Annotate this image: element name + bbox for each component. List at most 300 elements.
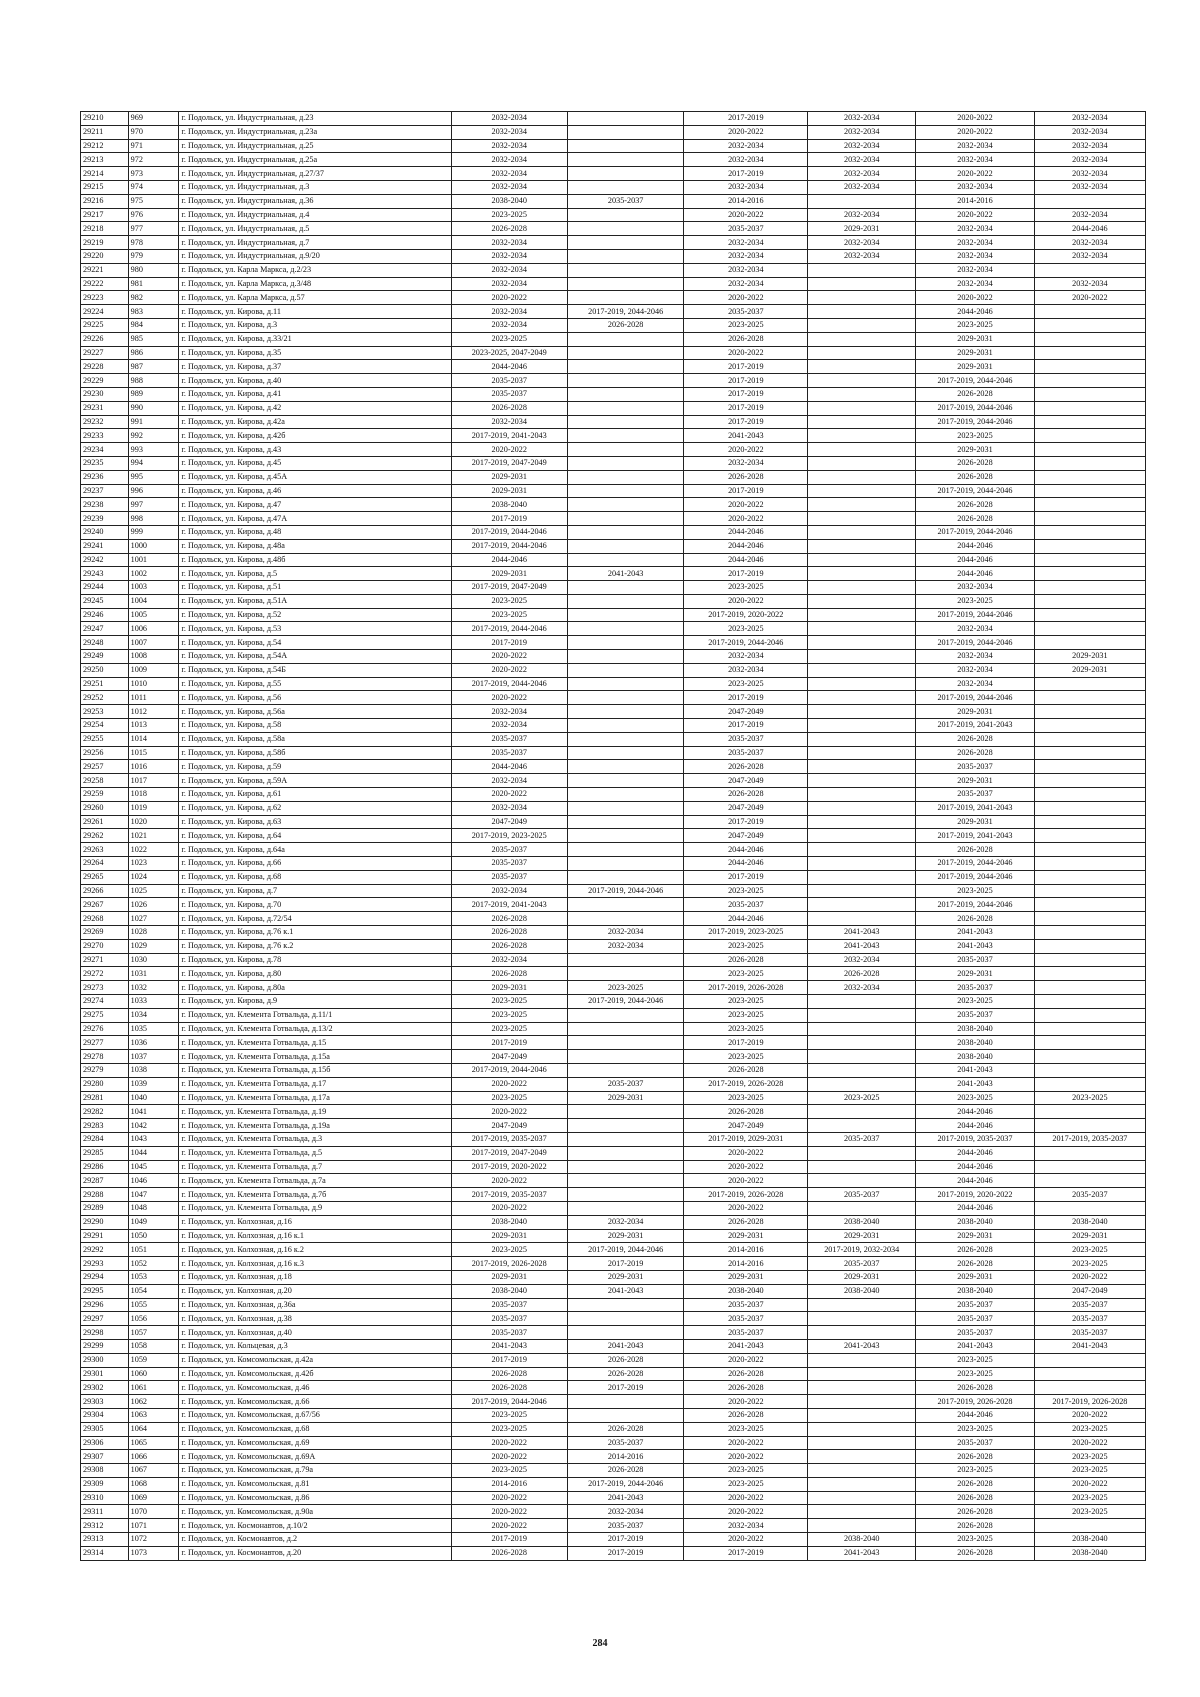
table-row bbox=[81, 1229, 1146, 1243]
period-cell bbox=[567, 484, 683, 498]
period-cell bbox=[567, 1160, 683, 1174]
row-number-cell: 29281 bbox=[81, 1091, 129, 1105]
period-cell bbox=[567, 387, 683, 401]
period-cell: 2017-2019, 2044-2046 bbox=[451, 1063, 567, 1077]
period-cell: 2032-2034 bbox=[916, 222, 1035, 236]
row-number-cell: 29238 bbox=[81, 498, 129, 512]
period-cell bbox=[1034, 512, 1145, 526]
period-cell: 2020-2022 bbox=[451, 650, 567, 664]
address-cell: г. Подольск, ул. Клемента Готвальда, д.17а bbox=[179, 1091, 451, 1105]
period-cell: 2017-2019 bbox=[684, 112, 808, 126]
period-cell: 2038-2040 bbox=[1034, 1533, 1145, 1547]
period-cell bbox=[567, 222, 683, 236]
period-cell bbox=[1034, 539, 1145, 553]
table-row bbox=[81, 360, 1146, 374]
period-cell bbox=[567, 401, 683, 415]
address-cell: г. Подольск, ул. Индустриальная, д.27/37 bbox=[179, 167, 451, 181]
period-cell: 2032-2034 bbox=[808, 139, 916, 153]
table-row bbox=[81, 153, 1146, 167]
row-number-cell: 29232 bbox=[81, 415, 129, 429]
period-cell bbox=[567, 470, 683, 484]
period-cell: 2020-2022 bbox=[684, 1146, 808, 1160]
period-cell: 2032-2034 bbox=[916, 153, 1035, 167]
period-cell: 2026-2028 bbox=[567, 1422, 683, 1436]
period-cell: 2017-2019 bbox=[567, 1533, 683, 1547]
address-cell: г. Подольск, ул. Кирова, д.64 bbox=[179, 829, 451, 843]
period-cell bbox=[808, 1505, 916, 1519]
period-cell: 2017-2019, 2044-2046 bbox=[567, 995, 683, 1009]
table-row bbox=[81, 1436, 1146, 1450]
period-cell bbox=[567, 553, 683, 567]
item-number-cell: 969 bbox=[128, 112, 179, 126]
period-cell: 2029-2031 bbox=[1034, 650, 1145, 664]
period-cell: 2032-2034 bbox=[451, 415, 567, 429]
period-cell: 2023-2025 bbox=[1034, 1464, 1145, 1478]
period-cell: 2044-2046 bbox=[451, 360, 567, 374]
row-number-cell: 29291 bbox=[81, 1229, 129, 1243]
item-number-cell: 1059 bbox=[128, 1353, 179, 1367]
row-number-cell: 29240 bbox=[81, 525, 129, 539]
item-number-cell: 1010 bbox=[128, 677, 179, 691]
period-cell: 2020-2022 bbox=[684, 1395, 808, 1409]
period-cell bbox=[567, 360, 683, 374]
period-cell: 2026-2028 bbox=[684, 1105, 808, 1119]
period-cell: 2020-2022 bbox=[684, 594, 808, 608]
period-cell: 2029-2031 bbox=[808, 1270, 916, 1284]
row-number-cell: 29233 bbox=[81, 429, 129, 443]
row-number-cell: 29293 bbox=[81, 1257, 129, 1271]
period-cell bbox=[808, 705, 916, 719]
period-cell: 2017-2019, 2044-2046 bbox=[567, 305, 683, 319]
period-cell bbox=[567, 1119, 683, 1133]
period-cell bbox=[808, 1050, 916, 1064]
period-cell: 2029-2031 bbox=[916, 705, 1035, 719]
row-number-cell: 29270 bbox=[81, 939, 129, 953]
address-cell: г. Подольск, ул. Индустриальная, д.5 bbox=[179, 222, 451, 236]
period-cell bbox=[567, 1036, 683, 1050]
period-cell bbox=[567, 374, 683, 388]
address-cell: г. Подольск, ул. Кирова, д.9 bbox=[179, 995, 451, 1009]
address-cell: г. Подольск, ул. Индустриальная, д.9/20 bbox=[179, 249, 451, 263]
table-row bbox=[81, 829, 1146, 843]
table-row bbox=[81, 249, 1146, 263]
period-cell: 2017-2019, 2026-2028 bbox=[684, 1077, 808, 1091]
period-cell bbox=[1034, 567, 1145, 581]
table-row bbox=[81, 1395, 1146, 1409]
row-number-cell: 29218 bbox=[81, 222, 129, 236]
period-cell bbox=[1034, 691, 1145, 705]
table-row bbox=[81, 939, 1146, 953]
table-row bbox=[81, 456, 1146, 470]
row-number-cell: 29288 bbox=[81, 1188, 129, 1202]
period-cell: 2023-2025 bbox=[808, 1091, 916, 1105]
period-cell: 2026-2028 bbox=[916, 1257, 1035, 1271]
period-cell: 2032-2034 bbox=[916, 650, 1035, 664]
row-number-cell: 29263 bbox=[81, 843, 129, 857]
period-cell bbox=[1034, 484, 1145, 498]
period-cell: 2023-2025, 2047-2049 bbox=[451, 346, 567, 360]
period-cell: 2044-2046 bbox=[684, 539, 808, 553]
table-row bbox=[81, 291, 1146, 305]
period-cell: 2032-2034 bbox=[1034, 112, 1145, 126]
table-row bbox=[81, 318, 1146, 332]
period-cell: 2020-2022 bbox=[916, 208, 1035, 222]
row-number-cell: 29272 bbox=[81, 967, 129, 981]
address-cell: г. Подольск, ул. Клемента Готвальда, д.13/2 bbox=[179, 1022, 451, 1036]
period-cell bbox=[567, 691, 683, 705]
period-cell: 2044-2046 bbox=[684, 912, 808, 926]
period-cell bbox=[1034, 1353, 1145, 1367]
period-cell: 2038-2040 bbox=[684, 1284, 808, 1298]
period-cell bbox=[567, 1188, 683, 1202]
period-cell bbox=[567, 1201, 683, 1215]
address-cell: г. Подольск, ул. Кирова, д.52 bbox=[179, 608, 451, 622]
table-row bbox=[81, 746, 1146, 760]
period-cell: 2023-2025 bbox=[684, 939, 808, 953]
period-cell: 2044-2046 bbox=[451, 553, 567, 567]
item-number-cell: 1025 bbox=[128, 884, 179, 898]
period-cell bbox=[1034, 857, 1145, 871]
period-cell: 2035-2037 bbox=[684, 1312, 808, 1326]
period-cell: 2017-2019 bbox=[684, 374, 808, 388]
row-number-cell: 29248 bbox=[81, 636, 129, 650]
period-cell: 2017-2019 bbox=[451, 1533, 567, 1547]
period-cell: 2047-2049 bbox=[684, 705, 808, 719]
period-cell: 2014-2016 bbox=[567, 1450, 683, 1464]
table-row bbox=[81, 1533, 1146, 1547]
item-number-cell: 1043 bbox=[128, 1132, 179, 1146]
period-cell: 2041-2043 bbox=[916, 939, 1035, 953]
period-cell: 2038-2040 bbox=[916, 1215, 1035, 1229]
item-number-cell: 1066 bbox=[128, 1450, 179, 1464]
period-cell bbox=[567, 277, 683, 291]
period-cell: 2017-2019, 2044-2046 bbox=[916, 608, 1035, 622]
table-row bbox=[81, 1036, 1146, 1050]
address-cell: г. Подольск, ул. Космонавтов, д.10/2 bbox=[179, 1519, 451, 1533]
item-number-cell: 1058 bbox=[128, 1339, 179, 1353]
period-cell bbox=[808, 525, 916, 539]
period-cell: 2044-2046 bbox=[916, 1174, 1035, 1188]
row-number-cell: 29212 bbox=[81, 139, 129, 153]
period-cell bbox=[567, 870, 683, 884]
row-number-cell: 29217 bbox=[81, 208, 129, 222]
item-number-cell: 991 bbox=[128, 415, 179, 429]
period-cell: 2032-2034 bbox=[684, 139, 808, 153]
period-cell bbox=[808, 1312, 916, 1326]
table-row bbox=[81, 663, 1146, 677]
period-cell: 2026-2028 bbox=[916, 470, 1035, 484]
item-number-cell: 1016 bbox=[128, 760, 179, 774]
period-cell bbox=[567, 581, 683, 595]
period-cell: 2020-2022 bbox=[916, 291, 1035, 305]
item-number-cell: 973 bbox=[128, 167, 179, 181]
address-cell: г. Подольск, ул. Кирова, д.70 bbox=[179, 898, 451, 912]
period-cell bbox=[1034, 401, 1145, 415]
address-cell: г. Подольск, ул. Колхозная, д.36а bbox=[179, 1298, 451, 1312]
period-cell: 2020-2022 bbox=[684, 1160, 808, 1174]
period-cell bbox=[567, 1105, 683, 1119]
period-cell: 2017-2019 bbox=[684, 870, 808, 884]
row-number-cell: 29301 bbox=[81, 1367, 129, 1381]
address-cell: г. Подольск, ул. Кирова, д.42а bbox=[179, 415, 451, 429]
row-number-cell: 29234 bbox=[81, 443, 129, 457]
period-cell: 2044-2046 bbox=[916, 305, 1035, 319]
period-cell bbox=[1034, 981, 1145, 995]
period-cell: 2041-2043 bbox=[567, 1284, 683, 1298]
table-row bbox=[81, 898, 1146, 912]
item-number-cell: 1002 bbox=[128, 567, 179, 581]
period-cell bbox=[567, 539, 683, 553]
address-cell: г. Подольск, ул. Кирова, д.37 bbox=[179, 360, 451, 374]
period-cell: 2041-2043 bbox=[684, 1339, 808, 1353]
period-cell: 2017-2019 bbox=[451, 1353, 567, 1367]
period-cell bbox=[567, 815, 683, 829]
period-cell: 2023-2025 bbox=[916, 884, 1035, 898]
period-cell: 2032-2034 bbox=[808, 249, 916, 263]
period-cell bbox=[1034, 1063, 1145, 1077]
table-row bbox=[81, 1422, 1146, 1436]
row-number-cell: 29266 bbox=[81, 884, 129, 898]
period-cell bbox=[567, 1174, 683, 1188]
period-cell: 2041-2043 bbox=[567, 1491, 683, 1505]
period-cell bbox=[567, 898, 683, 912]
period-cell bbox=[567, 801, 683, 815]
period-cell: 2017-2019, 2044-2046 bbox=[916, 401, 1035, 415]
period-cell: 2023-2025 bbox=[916, 1422, 1035, 1436]
period-cell bbox=[1034, 636, 1145, 650]
period-cell: 2017-2019, 2035-2037 bbox=[1034, 1132, 1145, 1146]
period-cell: 2020-2022 bbox=[451, 443, 567, 457]
item-number-cell: 1015 bbox=[128, 746, 179, 760]
period-cell: 2044-2046 bbox=[916, 1408, 1035, 1422]
period-cell: 2023-2025 bbox=[916, 318, 1035, 332]
period-cell: 2017-2019 bbox=[684, 1036, 808, 1050]
period-cell bbox=[567, 1008, 683, 1022]
period-cell bbox=[1034, 926, 1145, 940]
table-row bbox=[81, 1491, 1146, 1505]
period-cell bbox=[808, 1450, 916, 1464]
period-cell: 2017-2019, 2044-2046 bbox=[916, 870, 1035, 884]
row-number-cell: 29252 bbox=[81, 691, 129, 705]
period-cell: 2020-2022 bbox=[451, 1077, 567, 1091]
table-row bbox=[81, 346, 1146, 360]
period-cell bbox=[808, 318, 916, 332]
table-body bbox=[81, 112, 1146, 1561]
address-cell: г. Подольск, ул. Карла Маркса, д.57 bbox=[179, 291, 451, 305]
period-cell bbox=[567, 291, 683, 305]
period-cell: 2023-2025 bbox=[451, 1422, 567, 1436]
period-cell bbox=[808, 346, 916, 360]
item-number-cell: 1006 bbox=[128, 622, 179, 636]
period-cell bbox=[808, 1105, 916, 1119]
period-cell bbox=[1034, 1381, 1145, 1395]
period-cell bbox=[1034, 719, 1145, 733]
table-row bbox=[81, 967, 1146, 981]
period-cell bbox=[808, 1036, 916, 1050]
table-row bbox=[81, 332, 1146, 346]
period-cell bbox=[808, 719, 916, 733]
period-cell: 2017-2019, 2044-2046 bbox=[567, 1243, 683, 1257]
period-cell bbox=[808, 995, 916, 1009]
period-cell: 2026-2028 bbox=[684, 1063, 808, 1077]
table-row bbox=[81, 567, 1146, 581]
row-number-cell: 29214 bbox=[81, 167, 129, 181]
period-cell: 2026-2028 bbox=[684, 470, 808, 484]
item-number-cell: 1029 bbox=[128, 939, 179, 953]
item-number-cell: 1048 bbox=[128, 1201, 179, 1215]
row-number-cell: 29245 bbox=[81, 594, 129, 608]
row-number-cell: 29258 bbox=[81, 774, 129, 788]
period-cell: 2017-2019, 2041-2043 bbox=[916, 801, 1035, 815]
period-cell: 2035-2037 bbox=[451, 746, 567, 760]
address-cell: г. Подольск, ул. Комсомольская, д.90а bbox=[179, 1505, 451, 1519]
period-cell: 2032-2034 bbox=[684, 263, 808, 277]
period-cell: 2017-2019, 2044-2046 bbox=[916, 415, 1035, 429]
period-cell: 2029-2031 bbox=[916, 1270, 1035, 1284]
row-number-cell: 29296 bbox=[81, 1298, 129, 1312]
period-cell: 2026-2028 bbox=[916, 732, 1035, 746]
address-cell: г. Подольск, ул. Колхозная, д.16 bbox=[179, 1215, 451, 1229]
period-cell bbox=[1034, 1367, 1145, 1381]
period-cell: 2032-2034 bbox=[1034, 180, 1145, 194]
period-cell: 2023-2025 bbox=[451, 1243, 567, 1257]
table-row bbox=[81, 788, 1146, 802]
period-cell: 2032-2034 bbox=[451, 719, 567, 733]
period-cell bbox=[808, 801, 916, 815]
row-number-cell: 29226 bbox=[81, 332, 129, 346]
period-cell: 2023-2025 bbox=[916, 1091, 1035, 1105]
item-number-cell: 1013 bbox=[128, 719, 179, 733]
period-cell bbox=[808, 1160, 916, 1174]
table-row bbox=[81, 1477, 1146, 1491]
period-cell: 2023-2025 bbox=[916, 1464, 1035, 1478]
period-cell bbox=[808, 581, 916, 595]
row-number-cell: 29241 bbox=[81, 539, 129, 553]
period-cell: 2020-2022 bbox=[451, 663, 567, 677]
period-cell: 2032-2034 bbox=[808, 125, 916, 139]
address-cell: г. Подольск, ул. Кирова, д.58 bbox=[179, 719, 451, 733]
period-cell bbox=[808, 691, 916, 705]
period-cell bbox=[808, 1353, 916, 1367]
period-cell: 2035-2037 bbox=[916, 1312, 1035, 1326]
period-cell: 2020-2022 bbox=[451, 1450, 567, 1464]
period-cell: 2026-2028 bbox=[451, 926, 567, 940]
period-cell: 2017-2019 bbox=[684, 691, 808, 705]
period-cell bbox=[808, 553, 916, 567]
period-cell bbox=[808, 1422, 916, 1436]
table-row bbox=[81, 1132, 1146, 1146]
table-row bbox=[81, 1519, 1146, 1533]
address-cell: г. Подольск, ул. Комсомольская, д.42а bbox=[179, 1353, 451, 1367]
period-cell: 2035-2037 bbox=[916, 1008, 1035, 1022]
address-cell: г. Подольск, ул. Карла Маркса, д.2/23 bbox=[179, 263, 451, 277]
period-cell: 2026-2028 bbox=[916, 1381, 1035, 1395]
period-cell bbox=[1034, 995, 1145, 1009]
row-number-cell: 29306 bbox=[81, 1436, 129, 1450]
item-number-cell: 1032 bbox=[128, 981, 179, 995]
item-number-cell: 1019 bbox=[128, 801, 179, 815]
period-cell: 2035-2037 bbox=[684, 898, 808, 912]
period-cell: 2032-2034 bbox=[567, 1505, 683, 1519]
item-number-cell: 1005 bbox=[128, 608, 179, 622]
period-cell: 2032-2034 bbox=[684, 456, 808, 470]
period-cell bbox=[1034, 801, 1145, 815]
address-cell: г. Подольск, ул. Кирова, д.56а bbox=[179, 705, 451, 719]
address-cell: г. Подольск, ул. Кирова, д.64а bbox=[179, 843, 451, 857]
period-cell: 2023-2025 bbox=[1034, 1091, 1145, 1105]
item-number-cell: 1041 bbox=[128, 1105, 179, 1119]
table-row bbox=[81, 636, 1146, 650]
period-cell: 2029-2031 bbox=[916, 1229, 1035, 1243]
table-row bbox=[81, 1050, 1146, 1064]
period-cell bbox=[567, 719, 683, 733]
period-cell: 2014-2016 bbox=[451, 1477, 567, 1491]
period-cell: 2029-2031 bbox=[916, 443, 1035, 457]
table-row bbox=[81, 263, 1146, 277]
period-cell bbox=[1034, 374, 1145, 388]
period-cell bbox=[567, 774, 683, 788]
row-number-cell: 29280 bbox=[81, 1077, 129, 1091]
period-cell bbox=[808, 456, 916, 470]
address-cell: г. Подольск, ул. Клемента Готвальда, д.15б bbox=[179, 1063, 451, 1077]
row-number-cell: 29259 bbox=[81, 788, 129, 802]
address-cell: г. Подольск, ул. Клемента Готвальда, д.11/1 bbox=[179, 1008, 451, 1022]
period-cell bbox=[1034, 594, 1145, 608]
period-cell: 2032-2034 bbox=[916, 139, 1035, 153]
period-cell bbox=[808, 1146, 916, 1160]
period-cell bbox=[567, 112, 683, 126]
item-number-cell: 1003 bbox=[128, 581, 179, 595]
address-cell: г. Подольск, ул. Кирова, д.45А bbox=[179, 470, 451, 484]
period-cell: 2026-2028 bbox=[451, 1367, 567, 1381]
table-row bbox=[81, 484, 1146, 498]
address-cell: г. Подольск, ул. Кирова, д.42б bbox=[179, 429, 451, 443]
period-cell: 2017-2019, 2041-2043 bbox=[916, 829, 1035, 843]
period-cell bbox=[567, 912, 683, 926]
period-cell: 2017-2019 bbox=[684, 360, 808, 374]
table-row bbox=[81, 470, 1146, 484]
period-cell bbox=[808, 884, 916, 898]
period-cell: 2035-2037 bbox=[684, 305, 808, 319]
period-cell: 2017-2019 bbox=[451, 636, 567, 650]
period-cell: 2017-2019, 2041-2043 bbox=[451, 429, 567, 443]
row-number-cell: 29308 bbox=[81, 1464, 129, 1478]
address-cell: г. Подольск, ул. Кирова, д.40 bbox=[179, 374, 451, 388]
period-cell: 2026-2028 bbox=[916, 498, 1035, 512]
period-cell: 2023-2025 bbox=[684, 1422, 808, 1436]
row-number-cell: 29255 bbox=[81, 732, 129, 746]
item-number-cell: 983 bbox=[128, 305, 179, 319]
item-number-cell: 990 bbox=[128, 401, 179, 415]
item-number-cell: 1045 bbox=[128, 1160, 179, 1174]
period-cell: 2020-2022 bbox=[451, 691, 567, 705]
period-cell: 2032-2034 bbox=[684, 249, 808, 263]
period-cell: 2023-2025 bbox=[684, 1477, 808, 1491]
item-number-cell: 1031 bbox=[128, 967, 179, 981]
period-cell: 2017-2019 bbox=[451, 512, 567, 526]
period-cell: 2041-2043 bbox=[808, 1339, 916, 1353]
table-row bbox=[81, 884, 1146, 898]
item-number-cell: 977 bbox=[128, 222, 179, 236]
address-cell: г. Подольск, ул. Колхозная, д.38 bbox=[179, 1312, 451, 1326]
period-cell bbox=[808, 663, 916, 677]
period-cell bbox=[1034, 581, 1145, 595]
period-cell: 2032-2034 bbox=[916, 622, 1035, 636]
schedule-table bbox=[80, 111, 1146, 1561]
period-cell: 2044-2046 bbox=[916, 1119, 1035, 1133]
period-cell: 2020-2022 bbox=[684, 498, 808, 512]
address-cell: г. Подольск, ул. Космонавтов, д.20 bbox=[179, 1546, 451, 1560]
